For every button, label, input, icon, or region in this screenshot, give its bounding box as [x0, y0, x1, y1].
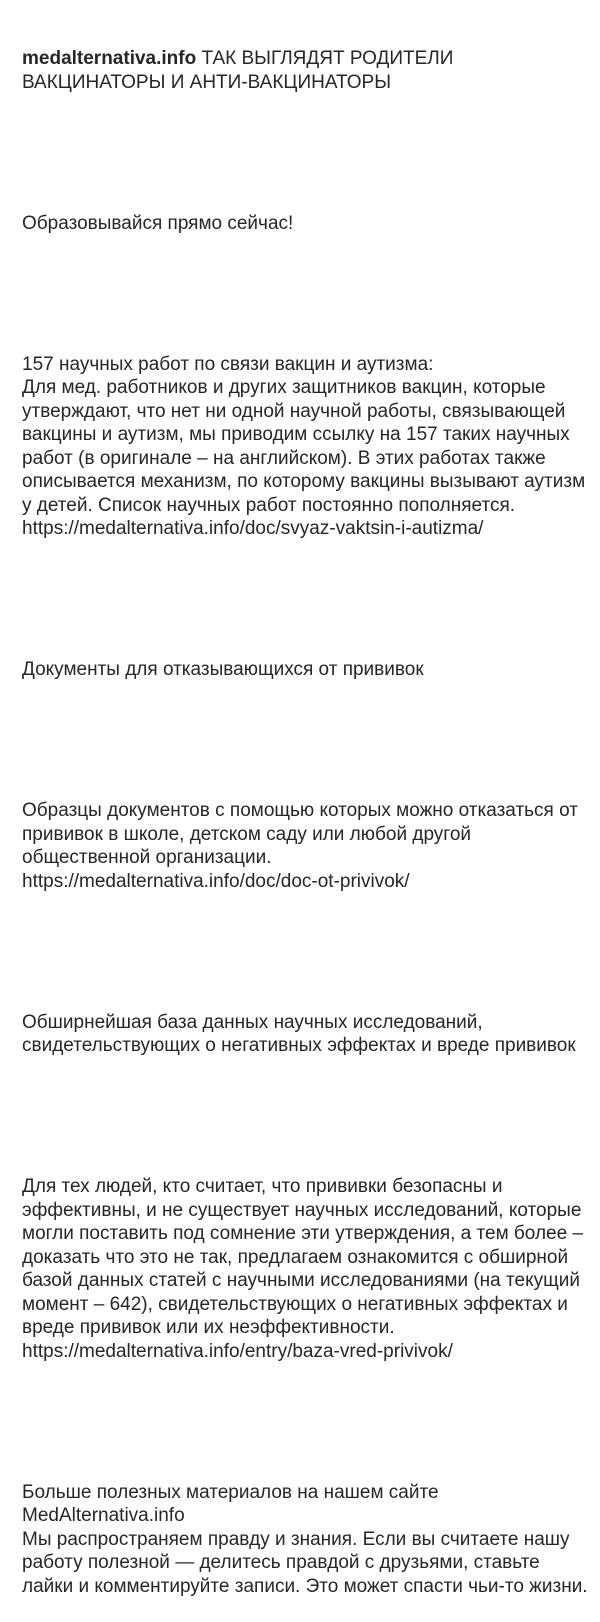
caption-paragraph-database-title: Обширнейшая база данных научных исследований, свидетельствующих о негативных эффектах и вреде прививок	[22, 1011, 576, 1056]
caption-paragraph-more: Больше полезных материалов на нашем сайте MedAlternativa.info Мы распространяем правду и знания. Если вы считаете нашу работу полезной — делитесь правдой с друзьями, ставьте лайки и комментируйте записи. Это может спасти чьи-то жизни.	[22, 1481, 588, 1597]
caption-paragraph-documents: Образцы документов с помощью которых можно отказаться от прививок в школе, детском саду или любой другой общественной организации. https://medalternativa.info/doc/doc-ot-privivok/	[22, 800, 578, 892]
spacer	[22, 141, 592, 165]
spacer	[22, 1410, 592, 1434]
caption-paragraph-database: Для тех людей, кто считает, что прививки безопасны и эффективны, и не существует научных исследований, которые могли поставить под сомнение эти утверждения, а тем более – доказать что это не так, предлагаем ознакомится с обширной базой данных статей с научными исследованиями (на текущий момент – 642), свидетельствующих о негативных эффектах и вреде прививок или их неэффективности. https://medalternativa.info/entry/baza-vred-privivok/	[22, 1176, 584, 1362]
spacer	[22, 940, 592, 964]
caption-headline: ТАК ВЫГЛЯДЯТ РОДИТЕЛИ ВАКЦИНАТОРЫ И АНТИ-ВАКЦИНАТОРЫ	[22, 48, 459, 93]
caption-header	[22, 47, 592, 94]
spacer	[22, 1105, 592, 1129]
caption-paragraph-documents-title: Документы для отказывающихся от прививок	[22, 659, 424, 680]
username-link[interactable]: medalternativa.info	[22, 48, 197, 69]
caption-paragraph-educate: Образовывайся прямо сейчас!	[22, 212, 294, 234]
spacer	[22, 282, 592, 306]
spacer	[22, 729, 592, 753]
post-caption	[22, 0, 592, 1622]
spacer	[22, 588, 592, 612]
caption-paragraph-autism-studies: 157 научных работ по связи вакцин и аутизма: Для мед. работников и других защитников вакцин, которые утверждают, что нет ни одной научной работы, связывающей вакцины и аутизм, мы приводим ссылку на 157 таких научных работ (в оригинале – на английском). В этих работах также описывается механизм, по которому вакцины вызывают аутизм у детей. Список научных работ постоянно пополняется. https://medalternativa.info/doc/svyaz-vaktsin-i-autizma/	[22, 353, 586, 539]
